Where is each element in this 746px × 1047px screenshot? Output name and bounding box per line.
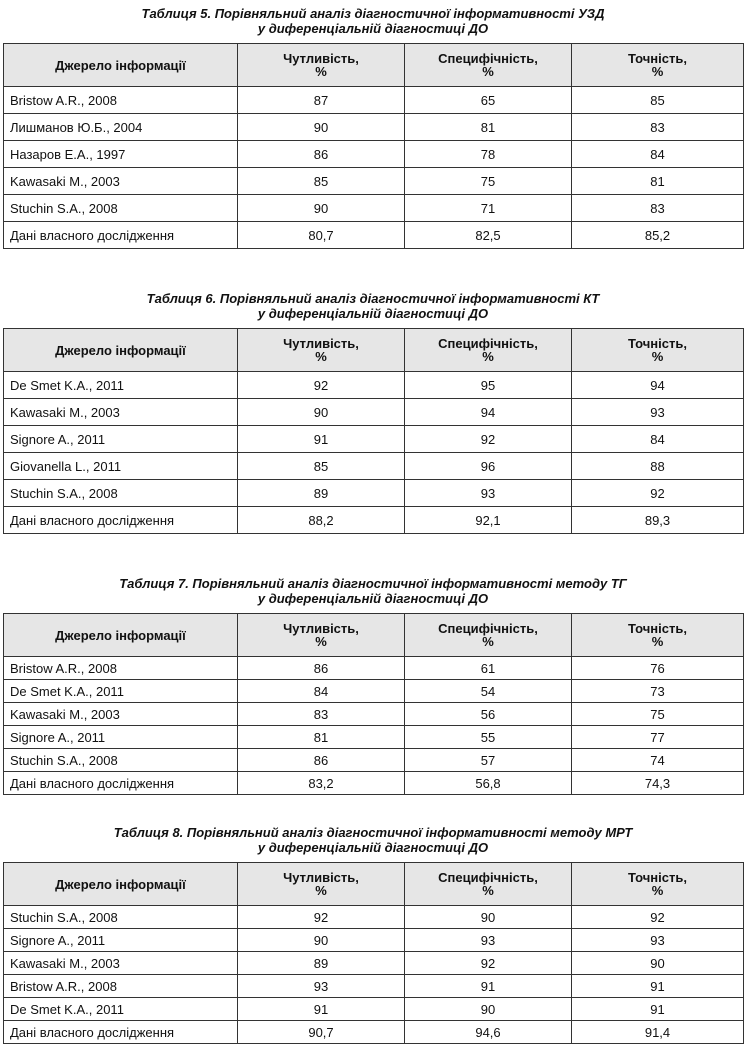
column-header-accuracy <box>572 614 744 657</box>
cell-sensitivity: 86 <box>238 141 405 168</box>
cell-sensitivity: 88,2 <box>238 507 405 534</box>
cell-sensitivity: 84 <box>238 680 405 703</box>
cell-specificity: 94 <box>405 399 572 426</box>
header-unit: % <box>482 64 494 79</box>
cell-source: Назаров Е.А., 1997 <box>4 141 238 168</box>
table-row <box>4 168 744 195</box>
cell-accuracy: 94 <box>572 372 744 399</box>
header-unit: % <box>482 634 494 649</box>
table-block-8 <box>3 825 743 1044</box>
header-label: Чутливість, <box>283 336 359 351</box>
cell-specificity: 92 <box>405 952 572 975</box>
cell-specificity: 82,5 <box>405 222 572 249</box>
cell-source: Дані власного дослідження <box>4 772 238 795</box>
cell-accuracy: 74 <box>572 749 744 772</box>
table-row <box>4 480 744 507</box>
cell-source: Bristow A.R., 2008 <box>4 975 238 998</box>
cell-specificity: 96 <box>405 453 572 480</box>
cell-sensitivity: 80,7 <box>238 222 405 249</box>
cell-accuracy: 91 <box>572 975 744 998</box>
cell-source: Bristow A.R., 2008 <box>4 87 238 114</box>
header-unit: % <box>651 349 664 364</box>
cell-source: Дані власного дослідження <box>4 222 238 249</box>
cell-accuracy: 89,3 <box>572 507 744 534</box>
cell-accuracy: 75 <box>572 703 744 726</box>
cell-source: Kawasaki M., 2003 <box>4 952 238 975</box>
data-table <box>3 328 744 534</box>
header-unit: % <box>651 634 664 649</box>
column-header-source: Джерело інформації <box>4 614 238 657</box>
cell-accuracy: 84 <box>572 426 744 453</box>
cell-source: Stuchin S.A., 2008 <box>4 906 238 929</box>
header-label: Чутливість, <box>283 870 359 885</box>
header-label: Точність, <box>628 870 687 885</box>
header-row <box>4 44 744 87</box>
header-unit: % <box>482 883 494 898</box>
table-row <box>4 703 744 726</box>
header-label: Точність, <box>628 336 687 351</box>
column-header-sensitivity <box>238 329 405 372</box>
header-unit: % <box>482 349 494 364</box>
column-header-specificity <box>405 863 572 906</box>
table-title-line1: Таблиця 6. Порівняльний аналіз діагностичної інформативності КТ <box>146 291 600 306</box>
table-row <box>4 222 744 249</box>
header-label: Специфічність, <box>438 621 538 636</box>
table-title <box>3 825 743 855</box>
table-row <box>4 399 744 426</box>
cell-specificity: 93 <box>405 480 572 507</box>
data-table <box>3 862 744 1044</box>
column-header-accuracy <box>572 863 744 906</box>
table-row <box>4 749 744 772</box>
table-row <box>4 141 744 168</box>
table-row <box>4 906 744 929</box>
table-title-line1: Таблиця 7. Порівняльний аналіз діагностичної інформативності методу ТГ <box>119 576 627 591</box>
header-row <box>4 614 744 657</box>
cell-source: Signore A., 2011 <box>4 726 238 749</box>
header-row <box>4 329 744 372</box>
table-title-line1: Таблиця 8. Порівняльний аналіз діагностичної інформативності методу МРТ <box>113 825 633 840</box>
column-header-specificity <box>405 614 572 657</box>
table-title <box>3 291 743 321</box>
table-row <box>4 1021 744 1044</box>
cell-source: Лишманов Ю.Б., 2004 <box>4 114 238 141</box>
table-title-line1: Таблиця 5. Порівняльний аналіз діагностичної інформативності УЗД <box>141 6 605 21</box>
table-title-line2: у диференціальній діагностиці ДО <box>257 306 489 321</box>
table-row <box>4 657 744 680</box>
cell-accuracy: 93 <box>572 399 744 426</box>
table-row <box>4 453 744 480</box>
header-unit: % <box>651 883 664 898</box>
cell-sensitivity: 85 <box>238 168 405 195</box>
table-row <box>4 680 744 703</box>
header-label: Специфічність, <box>438 336 538 351</box>
header-row <box>4 863 744 906</box>
table-row <box>4 114 744 141</box>
cell-accuracy: 76 <box>572 657 744 680</box>
cell-accuracy: 85,2 <box>572 222 744 249</box>
cell-specificity: 90 <box>405 906 572 929</box>
column-header-specificity <box>405 329 572 372</box>
header-label: Точність, <box>628 621 687 636</box>
cell-source: Stuchin S.A., 2008 <box>4 749 238 772</box>
cell-accuracy: 92 <box>572 906 744 929</box>
data-table <box>3 43 744 249</box>
column-header-source: Джерело інформації <box>4 329 238 372</box>
table-row <box>4 507 744 534</box>
cell-accuracy: 85 <box>572 87 744 114</box>
cell-sensitivity: 90 <box>238 399 405 426</box>
cell-accuracy: 73 <box>572 680 744 703</box>
table-title-line2: у диференціальній діагностиці ДО <box>257 591 489 606</box>
cell-accuracy: 84 <box>572 141 744 168</box>
cell-specificity: 71 <box>405 195 572 222</box>
table-row <box>4 998 744 1021</box>
data-table <box>3 613 744 795</box>
cell-specificity: 94,6 <box>405 1021 572 1044</box>
cell-specificity: 57 <box>405 749 572 772</box>
header-unit: % <box>651 64 664 79</box>
cell-sensitivity: 90,7 <box>238 1021 405 1044</box>
cell-specificity: 65 <box>405 87 572 114</box>
cell-specificity: 95 <box>405 372 572 399</box>
cell-sensitivity: 86 <box>238 657 405 680</box>
header-label: Специфічність, <box>438 51 538 66</box>
table-row <box>4 975 744 998</box>
cell-source: Дані власного дослідження <box>4 507 238 534</box>
table-row <box>4 372 744 399</box>
cell-sensitivity: 90 <box>238 195 405 222</box>
cell-source: Giovanella L., 2011 <box>4 453 238 480</box>
header-label: Специфічність, <box>438 870 538 885</box>
header-unit: % <box>315 349 327 364</box>
table-row <box>4 952 744 975</box>
table-block-6 <box>3 291 743 534</box>
cell-source: Stuchin S.A., 2008 <box>4 195 238 222</box>
cell-specificity: 56,8 <box>405 772 572 795</box>
cell-specificity: 91 <box>405 975 572 998</box>
cell-accuracy: 77 <box>572 726 744 749</box>
cell-source: De Smet K.A., 2011 <box>4 680 238 703</box>
table-row <box>4 726 744 749</box>
cell-accuracy: 83 <box>572 114 744 141</box>
table-row <box>4 426 744 453</box>
cell-sensitivity: 92 <box>238 372 405 399</box>
cell-source: Signore A., 2011 <box>4 929 238 952</box>
cell-sensitivity: 85 <box>238 453 405 480</box>
cell-sensitivity: 89 <box>238 480 405 507</box>
cell-specificity: 90 <box>405 998 572 1021</box>
cell-specificity: 92,1 <box>405 507 572 534</box>
column-header-accuracy <box>572 44 744 87</box>
cell-specificity: 56 <box>405 703 572 726</box>
cell-specificity: 61 <box>405 657 572 680</box>
cell-sensitivity: 91 <box>238 998 405 1021</box>
column-header-source: Джерело інформації <box>4 44 238 87</box>
column-header-accuracy <box>572 329 744 372</box>
cell-specificity: 92 <box>405 426 572 453</box>
cell-sensitivity: 90 <box>238 114 405 141</box>
cell-source: Дані власного дослідження <box>4 1021 238 1044</box>
table-block-5 <box>3 6 743 249</box>
column-header-sensitivity <box>238 863 405 906</box>
cell-accuracy: 88 <box>572 453 744 480</box>
table-title <box>3 6 743 36</box>
column-header-source: Джерело інформації <box>4 863 238 906</box>
table-row <box>4 87 744 114</box>
cell-source: Kawasaki M., 2003 <box>4 703 238 726</box>
cell-accuracy: 91,4 <box>572 1021 744 1044</box>
cell-accuracy: 90 <box>572 952 744 975</box>
table-row <box>4 772 744 795</box>
cell-accuracy: 83 <box>572 195 744 222</box>
cell-source: Kawasaki M., 2003 <box>4 399 238 426</box>
cell-specificity: 78 <box>405 141 572 168</box>
header-label: Чутливість, <box>283 621 359 636</box>
header-label: Чутливість, <box>283 51 359 66</box>
table-block-7 <box>3 576 743 795</box>
cell-sensitivity: 91 <box>238 426 405 453</box>
cell-source: Kawasaki M., 2003 <box>4 168 238 195</box>
cell-accuracy: 81 <box>572 168 744 195</box>
column-header-sensitivity <box>238 614 405 657</box>
cell-sensitivity: 89 <box>238 952 405 975</box>
cell-sensitivity: 93 <box>238 975 405 998</box>
cell-sensitivity: 92 <box>238 906 405 929</box>
table-row <box>4 929 744 952</box>
header-unit: % <box>315 634 327 649</box>
cell-source: Bristow A.R., 2008 <box>4 657 238 680</box>
cell-specificity: 54 <box>405 680 572 703</box>
cell-source: De Smet K.A., 2011 <box>4 998 238 1021</box>
cell-sensitivity: 86 <box>238 749 405 772</box>
cell-sensitivity: 87 <box>238 87 405 114</box>
cell-source: Signore A., 2011 <box>4 426 238 453</box>
table-title-line2: у диференціальній діагностиці ДО <box>257 21 489 36</box>
cell-accuracy: 91 <box>572 998 744 1021</box>
cell-specificity: 75 <box>405 168 572 195</box>
table-title-line2: у диференціальній діагностиці ДО <box>257 840 489 855</box>
header-label: Точність, <box>628 51 687 66</box>
cell-accuracy: 74,3 <box>572 772 744 795</box>
table-row <box>4 195 744 222</box>
cell-source: Stuchin S.A., 2008 <box>4 480 238 507</box>
table-title <box>3 576 743 606</box>
header-unit: % <box>315 883 327 898</box>
cell-specificity: 55 <box>405 726 572 749</box>
cell-specificity: 93 <box>405 929 572 952</box>
header-unit: % <box>315 64 327 79</box>
cell-accuracy: 92 <box>572 480 744 507</box>
column-header-specificity <box>405 44 572 87</box>
cell-specificity: 81 <box>405 114 572 141</box>
cell-sensitivity: 81 <box>238 726 405 749</box>
cell-accuracy: 93 <box>572 929 744 952</box>
cell-sensitivity: 90 <box>238 929 405 952</box>
column-header-sensitivity <box>238 44 405 87</box>
cell-sensitivity: 83,2 <box>238 772 405 795</box>
cell-source: De Smet K.A., 2011 <box>4 372 238 399</box>
cell-sensitivity: 83 <box>238 703 405 726</box>
